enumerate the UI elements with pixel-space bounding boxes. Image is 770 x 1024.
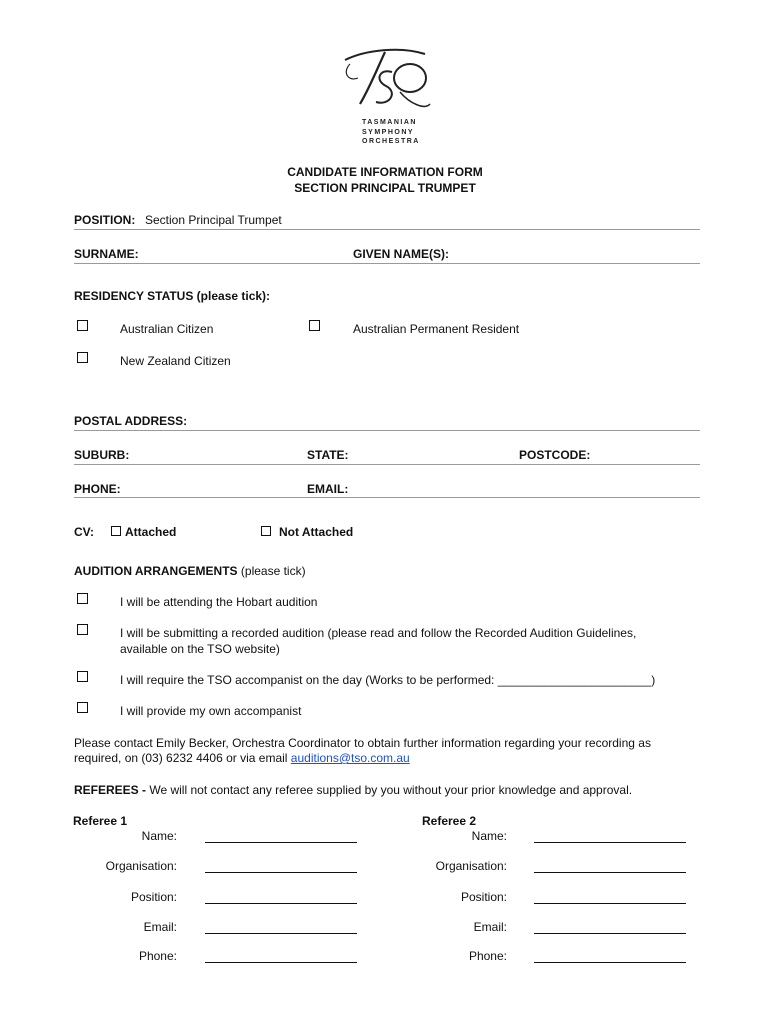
ref1-phone-label: Phone: (138, 949, 177, 963)
ref1-organisation-label: Organisation: (105, 859, 177, 873)
tso-logo (330, 42, 440, 152)
checkbox-recorded-audition[interactable] (77, 624, 88, 635)
contact-line-1: Please contact Emily Becker, Orchestra Coordinator to obtain further information regarding your recording as (74, 736, 651, 750)
checkbox-nz-citizen[interactable] (77, 352, 88, 363)
option-tso-accompanist: I will require the TSO accompanist on the day (Works to be performed: _______________________) (120, 673, 656, 687)
checkbox-cv-not-attached[interactable] (261, 526, 271, 536)
checkbox-australian-citizen[interactable] (77, 320, 88, 331)
state-label: STATE: (307, 448, 349, 462)
phone-label: PHONE: (74, 482, 121, 496)
contact-line-2 (74, 751, 410, 765)
referee-2-heading: Referee 2 (422, 814, 477, 828)
cv-attached-label: Attached (125, 525, 177, 539)
option-nz-citizen: New Zealand Citizen (120, 354, 231, 368)
option-australian-citizen: Australian Citizen (120, 322, 214, 336)
cv-not-attached-label: Not Attached (279, 525, 354, 539)
ref1-phone-line[interactable] (205, 962, 357, 963)
option-recorded-audition-cont: available on the TSO website) (120, 642, 280, 656)
referees-heading-bold: REFEREES - (74, 783, 147, 797)
audition-heading (74, 564, 306, 578)
name-line[interactable] (74, 263, 700, 264)
email-label: EMAIL: (307, 482, 349, 496)
ref2-email-label: Email: (473, 920, 507, 934)
position-value: Section Principal Trumpet (145, 213, 282, 227)
suburb-line[interactable] (74, 464, 700, 465)
postal-address-line[interactable] (74, 430, 700, 431)
option-hobart-audition: I will be attending the Hobart audition (120, 595, 318, 609)
checkbox-permanent-resident[interactable] (309, 320, 320, 331)
residency-heading: RESIDENCY STATUS (please tick): (74, 289, 271, 303)
contact-line-2-text: required, on (03) 6232 4406 or via email (74, 751, 291, 765)
ref2-name-label: Name: (471, 829, 507, 843)
form-title: CANDIDATE INFORMATION FORM (287, 165, 483, 179)
logo-line-1: TASMANIAN (362, 119, 417, 126)
ref2-phone-label: Phone: (468, 949, 507, 963)
tso-logo-mark (330, 42, 440, 120)
referee-1-heading: Referee 1 (73, 814, 128, 828)
ref2-organisation-label: Organisation: (435, 859, 507, 873)
surname-label: SURNAME: (74, 247, 139, 261)
given-names-label: GIVEN NAME(S): (353, 247, 449, 261)
ref2-name-line[interactable] (534, 842, 686, 843)
ref1-position-label: Position: (130, 890, 177, 904)
checkbox-cv-attached[interactable] (111, 526, 121, 536)
ref1-position-line[interactable] (205, 903, 357, 904)
position-line (74, 229, 700, 230)
phone-email-line[interactable] (74, 497, 700, 498)
auditions-email-link[interactable]: auditions@tso.com.au (290, 751, 410, 765)
postal-address-label: POSTAL ADDRESS: (74, 414, 188, 428)
checkbox-hobart-audition[interactable] (77, 593, 88, 604)
audition-heading-bold: AUDITION ARRANGEMENTS (74, 564, 238, 578)
logo-line-3: ORCHESTRA (362, 138, 420, 145)
checkbox-own-accompanist[interactable] (77, 702, 88, 713)
form-subtitle: SECTION PRINCIPAL TRUMPET (294, 181, 476, 195)
option-permanent-resident: Australian Permanent Resident (353, 322, 520, 336)
suburb-label: SUBURB: (74, 448, 130, 462)
ref2-position-label: Position: (460, 890, 507, 904)
ref1-email-label: Email: (143, 920, 177, 934)
ref1-name-line[interactable] (205, 842, 357, 843)
referees-heading-rest: We will not contact any referee supplied by you without your prior knowledge and approval. (146, 783, 633, 797)
cv-label: CV: (74, 525, 95, 539)
checkbox-tso-accompanist[interactable] (77, 671, 88, 682)
ref1-name-label: Name: (141, 829, 177, 843)
ref2-position-line[interactable] (534, 903, 686, 904)
ref2-organisation-line[interactable] (534, 872, 686, 873)
ref1-email-line[interactable] (205, 933, 357, 934)
option-own-accompanist: I will provide my own accompanist (120, 704, 302, 718)
audition-heading-rest: (please tick) (237, 564, 306, 578)
logo-line-2: SYMPHONY (362, 128, 415, 136)
position-label: POSITION: (74, 213, 136, 227)
ref1-organisation-line[interactable] (205, 872, 357, 873)
referees-heading (74, 783, 632, 797)
ref2-phone-line[interactable] (534, 962, 686, 963)
ref2-email-line[interactable] (534, 933, 686, 934)
postcode-label: POSTCODE: (519, 448, 591, 462)
option-recorded-audition: I will be submitting a recorded audition (please read and follow the Recorded Audition Guidelines, (120, 626, 637, 640)
